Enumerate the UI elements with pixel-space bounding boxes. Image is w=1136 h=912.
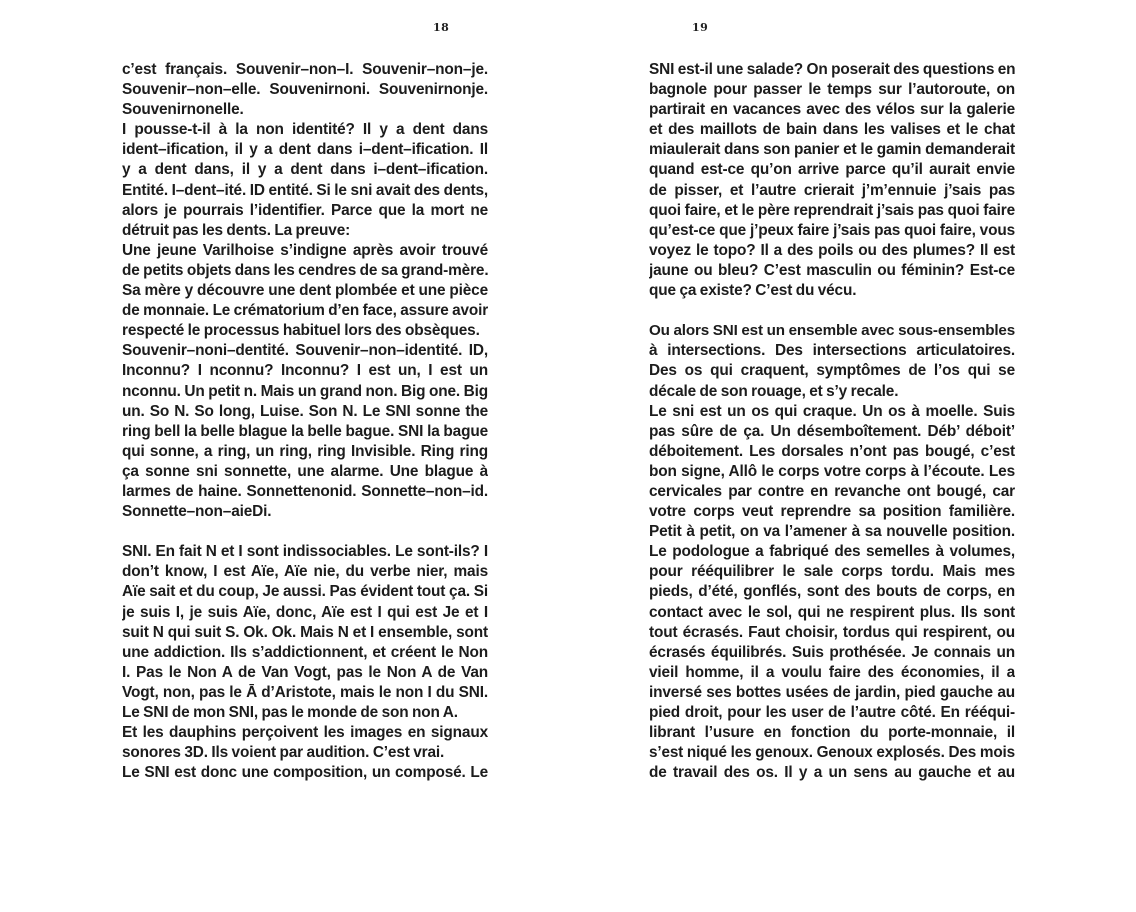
text-line: Le sni est un os qui craque. Un os à moelle. Suis — [649, 402, 1015, 420]
text-line: alors je pourrais l’identifier. Parce que la mort ne — [122, 201, 488, 219]
text-line: I. Pas le Non A de Van Vogt, pas le Non A de Van — [122, 663, 488, 681]
text-line: bagnole pour passer le temps sur l’autoroute, on — [649, 81, 1015, 99]
page-text — [649, 60, 1015, 783]
text-line: ring bell la belle blague la belle bague. SNI la bague — [122, 422, 488, 440]
text-line: votre corps veut reprendre sa position familière. — [649, 503, 1015, 521]
text-line: de monnaie. Le crématorium d’en face, assure avoir — [122, 302, 488, 320]
text-line: Souvenirnonelle. — [122, 101, 244, 119]
text-line: Le podologue a fabriqué des semelles à volumes, — [649, 543, 1015, 561]
text-line: Le SNI de mon SNI, pas le monde de son non A. — [122, 704, 458, 721]
text-line: c’est français. Souvenir–non–I. Souvenir–non–je. — [122, 61, 488, 78]
text-line: librant l’usure en fonction du porte-monnaie, il — [649, 724, 1015, 742]
text-line: pied droit, pour les user de l’autre côté. En rééqui- — [649, 704, 1015, 721]
text-line: vieil homme, il a voulu faire des économies, il a — [649, 663, 1015, 681]
right-page — [568, 0, 1136, 912]
text-line: partirait en vacances avec des vélos sur la galerie — [649, 101, 1015, 119]
text-line: Vogt, non, pas le Ā d’Aristote, mais le non I du SNI. — [122, 683, 488, 701]
text-line: je suis I, je suis Aïe, donc, Aïe est I qui est Je et I — [122, 603, 488, 621]
text-line: décale de son rouage, et s’y recale. — [649, 382, 899, 400]
text-line: Souvenir–non–elle. Souvenirnoni. Souvenirnonje. — [122, 81, 488, 99]
text-line: qui sonne, a ring, un ring, ring Invisible. Ring ring — [122, 442, 488, 460]
text-line: que ça existe? C’est du vécu. — [649, 282, 857, 300]
text-line: Petit à petit, on va l’amener à sa nouvelle position. — [649, 523, 1015, 541]
text-line: don’t know, I est Aïe, Aïe nie, du verbe nier, mais — [122, 563, 488, 581]
text-line: Une jeune Varilhoise s’indigne après avoir trouvé — [122, 241, 488, 259]
text-line: déboitement. Les dorsales n’ont pas bougé, c’est — [649, 442, 1015, 460]
text-line: miaulerait dans son panier et le gamin demanderait — [649, 141, 1015, 159]
text-line: Ou alors SNI est un ensemble avec sous-ensembles — [649, 322, 1015, 340]
text-line: Entité. I–dent–ité. ID entité. Si le sni avait des dents, — [122, 181, 488, 199]
text-line: cervicales par contre en revanche ont bougé, car — [649, 482, 1015, 500]
text-line: pas sûre de ça. Un désemboîtement. Déb’ déboit’ — [649, 422, 1015, 440]
text-line: y a dent dans, il y a dent dans i–dent–ification. — [122, 161, 488, 179]
text-line: pieds, d’été, gonflés, sont des bouts de corps, en — [649, 583, 1015, 601]
text-line: bon signe, Allô le corps votre corps à l’écoute. Les — [649, 462, 1015, 480]
text-line: respecté le processus habituel lors des obsèques. — [122, 322, 480, 340]
text-line: détruit pas les dents. La preuve: — [122, 221, 351, 239]
text-line: contact avec le sol, qui ne respirent plus. Ils sont — [649, 603, 1015, 621]
paragraph-gap — [122, 522, 488, 542]
text-line: I pousse-t-il à la non identité? Il y a dent dans — [122, 121, 488, 139]
text-line: voyez le topo? Il a des poils ou des plumes? Il est — [649, 241, 1015, 259]
text-line: jaune ou bleu? C’est masculin ou féminin? Est-ce — [649, 261, 1015, 279]
text-line: Souvenir–noni–dentité. Souvenir–non–identité. ID, — [122, 342, 488, 360]
text-line: suit N qui suit S. Ok. Ok. Mais N et I ensemble, sont — [122, 623, 488, 641]
text-line: de pisser, et l’autre crierait j’m’ennuie j’sais pas — [649, 181, 1015, 199]
text-line: écrasés équilibrés. Suis prothésée. Je connais un — [649, 643, 1015, 661]
text-line: qu’est-ce que j’peux faire j’sais pas quoi faire, vous — [649, 221, 1015, 239]
text-line: Le SNI est donc une composition, un composé. Le — [122, 764, 488, 782]
text-line: quand est-ce qu’on arrive parce qu’il aurait envie — [649, 161, 1015, 179]
page-number: 18 — [433, 21, 450, 34]
text-line: tout écrasés. Faut choisir, tordus qui respirent, ou — [649, 623, 1015, 641]
text-line: ident–ification, il y a dent dans i–dent–ification. Il — [122, 141, 488, 159]
page-number: 19 — [692, 21, 709, 34]
text-line: sonores 3D. Ils voient par audition. C’est vrai. — [122, 744, 445, 762]
text-line: nconnu. Un petit n. Mais un grand non. Big one. Big — [122, 382, 488, 400]
page-text — [122, 60, 488, 783]
text-line: Des os qui craquent, symptômes de l’os qui se — [649, 362, 1015, 380]
text-line: à intersections. Des intersections articulatoires. — [649, 342, 1015, 360]
text-line: SNI est-il une salade? On poserait des questions en — [649, 61, 1015, 78]
text-line: pour rééquilibrer le sale corps tordu. Mais mes — [649, 563, 1015, 581]
text-line: larmes de haine. Sonnettenonid. Sonnette–non–id. — [122, 482, 488, 500]
paragraph-gap — [649, 301, 1015, 321]
text-line: Sa mère y découvre une dent plombée et une pièce — [122, 282, 488, 300]
text-line: Sonnette–non–aieDi. — [122, 503, 272, 521]
text-line: Et les dauphins perçoivent les images en signaux — [122, 724, 488, 742]
text-line: Aïe sait et du coup, Je aussi. Pas évident tout ça. Si — [122, 583, 488, 601]
text-line: ça sonne sni sonnette, une alarme. Une blague à — [122, 462, 488, 480]
text-line: SNI. En fait N et I sont indissociables. Le sont-ils? I — [122, 543, 488, 561]
text-line: un. So N. So long, Luise. Son N. Le SNI sonne the — [122, 402, 488, 420]
text-line: Inconnu? I nconnu? Inconnu? I est un, I est un — [122, 362, 488, 380]
text-line: inversé ses bottes usées de jardin, pied gauche au — [649, 683, 1015, 701]
text-line: de petits objets dans les cendres de sa grand-mère. — [122, 261, 488, 279]
text-line: quoi faire, et le père reprendrait j’sais pas quoi faire — [649, 201, 1015, 219]
text-line: et des maillots de bain dans les valises et le chat — [649, 121, 1015, 139]
text-line: une addiction. Ils s’addictionnent, et créent le Non — [122, 643, 488, 661]
text-line: s’est niqué les genoux. Genoux explosés. Des mois — [649, 744, 1015, 762]
text-line: de travail des os. Il y a un sens au gauche et au — [649, 764, 1015, 782]
